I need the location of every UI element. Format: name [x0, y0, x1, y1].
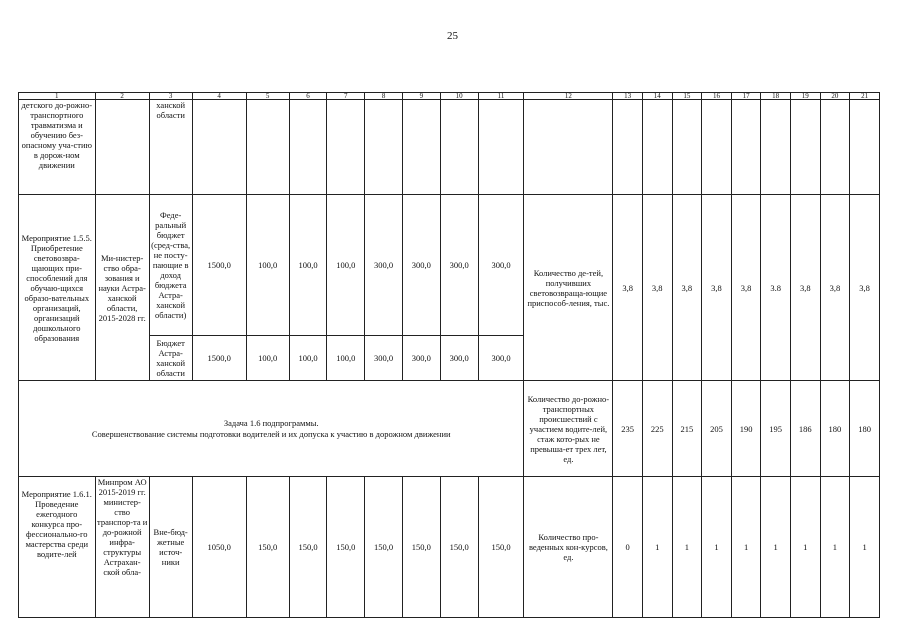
col-header: 20	[820, 93, 850, 100]
col-header: 2	[95, 93, 149, 100]
indicator-value-cell: 1	[672, 477, 702, 618]
indicator-value-cell: 1	[761, 477, 791, 618]
indicator-value-cell: 3,8	[672, 195, 702, 381]
indicator-value-cell: 180	[850, 381, 880, 477]
task-description: Совершенствование системы подготовки водителей и их допуска к участию в дорожном движении	[91, 428, 451, 439]
amount-cell: 150,0	[440, 477, 478, 618]
amount-cell: 300,0	[365, 195, 403, 336]
indicator-value-cell: 190	[731, 381, 761, 477]
col-header: 13	[613, 93, 643, 100]
col-header: 3	[149, 93, 192, 100]
indicator-value-cell: 186	[790, 381, 820, 477]
indicator-value-cell: 3,8	[731, 195, 761, 381]
indicator-cell: Количество про-веденных кон-курсов, ед.	[524, 477, 613, 618]
amount-cell: 150,0	[327, 477, 365, 618]
executor-cell: Ми-нистер-ство обра-зования и науки Астра-ханской области, 2015-2028 гг.	[95, 195, 149, 381]
indicator-value-cell: 1	[642, 477, 672, 618]
indicator-value-cell: 225	[642, 381, 672, 477]
executor-cell	[95, 100, 149, 195]
amount-cell: 150,0	[246, 477, 289, 618]
task-title-cell	[19, 381, 524, 477]
measure-name-cell: детского до-рожно-транспортного травматизма и обучению без-опасному уча-стию в дорож-ном движении	[19, 100, 96, 195]
amount-cell: 300,0	[402, 336, 440, 381]
col-header: 5	[246, 93, 289, 100]
amount-cell: 300,0	[478, 336, 524, 381]
amount-cell: 100,0	[289, 195, 327, 336]
table-row	[19, 477, 880, 618]
col-header: 14	[642, 93, 672, 100]
indicator-value-cell: 0	[613, 477, 643, 618]
amount-cell: 150,0	[289, 477, 327, 618]
indicator-value-cell: 3,8	[850, 195, 880, 381]
col-header: 19	[790, 93, 820, 100]
amount-cell: 100,0	[246, 336, 289, 381]
indicator-value-cell: 3,8	[642, 195, 672, 381]
amount-cell: 100,0	[246, 195, 289, 336]
amount-cell: 300,0	[440, 195, 478, 336]
indicator-value-cell: 3.8	[761, 195, 791, 381]
table-row	[19, 100, 880, 195]
indicator-value-cell: 1	[731, 477, 761, 618]
indicator-value-cell: 3,8	[820, 195, 850, 381]
program-table	[18, 92, 880, 618]
col-header: 18	[761, 93, 791, 100]
amount-cell: 150,0	[365, 477, 403, 618]
indicator-value-cell: 180	[820, 381, 850, 477]
indicator-value-cell: 1	[820, 477, 850, 618]
indicator-value-cell: 1	[850, 477, 880, 618]
indicator-value-cell: 1	[702, 477, 732, 618]
indicator-value-cell: 205	[702, 381, 732, 477]
indicator-value-cell: 215	[672, 381, 702, 477]
amount-cell: 300,0	[440, 336, 478, 381]
indicator-value-cell: 3,8	[790, 195, 820, 381]
table-row	[19, 381, 880, 477]
col-header: 21	[850, 93, 880, 100]
indicator-cell: Количество до-рожно-транспортных происшествий с участием водите-лей, стаж кото-рых не превыша-ет трех лет, ед.	[524, 381, 613, 477]
amount-cell: 1050,0	[192, 477, 246, 618]
col-header: 8	[365, 93, 403, 100]
measure-name-cell: Мероприятие 1.5.5. Приобретение световозвра-щающих при-способлений для обучаю-щихся образо-вательных организаций, организаций дошкольного образования	[19, 195, 96, 381]
table-row	[19, 195, 880, 336]
funding-source-cell: Вне-бюд-жетные источ-ники	[149, 477, 192, 618]
indicator-value-cell: 1	[790, 477, 820, 618]
col-header: 1	[19, 93, 96, 100]
indicator-cell: Количество де-тей, получивших световозвраща-ющие приспособ-ления, тыс.	[524, 195, 613, 381]
funding-source-cell: ханской области	[149, 100, 192, 195]
amount-cell: 300,0	[478, 195, 524, 336]
col-header: 9	[402, 93, 440, 100]
col-header: 10	[440, 93, 478, 100]
measure-name-cell: Мероприятие 1.6.1. Проведение ежегодного конкурса про-фессионально-го мастерства среди водите-лей	[19, 477, 96, 618]
page-number: 25	[447, 30, 458, 42]
col-header: 12	[524, 93, 613, 100]
amount-cell: 1500,0	[192, 195, 246, 336]
col-header: 6	[289, 93, 327, 100]
funding-source-cell: Феде-ральный бюджет (сред-ства, не посту-пающие в доход бюджета Астра-ханской области)	[149, 195, 192, 336]
amount-cell: 1500,0	[192, 336, 246, 381]
col-header: 17	[731, 93, 761, 100]
task-title: Задача 1.6 подпрограммы.	[223, 417, 319, 428]
amount-cell: 100,0	[327, 336, 365, 381]
col-header: 15	[672, 93, 702, 100]
col-header: 11	[478, 93, 524, 100]
executor-cell: Минпром АО 2015-2019 гг. министер-ство транспор-та и до-рожной инфра-структуры Астрахан-ской обла-	[95, 477, 149, 618]
amount-cell: 100,0	[327, 195, 365, 336]
amount-cell: 100,0	[289, 336, 327, 381]
indicator-value-cell: 3,8	[613, 195, 643, 381]
amount-cell: 150,0	[402, 477, 440, 618]
amount-cell: 150,0	[478, 477, 524, 618]
funding-source-cell: Бюджет Астра-ханской области	[149, 336, 192, 381]
col-header: 4	[192, 93, 246, 100]
amount-cell: 300,0	[365, 336, 403, 381]
amount-cell: 300,0	[402, 195, 440, 336]
col-header: 7	[327, 93, 365, 100]
indicator-value-cell: 195	[761, 381, 791, 477]
header-row	[19, 93, 880, 100]
indicator-value-cell: 235	[613, 381, 643, 477]
col-header: 16	[702, 93, 732, 100]
indicator-value-cell: 3,8	[702, 195, 732, 381]
